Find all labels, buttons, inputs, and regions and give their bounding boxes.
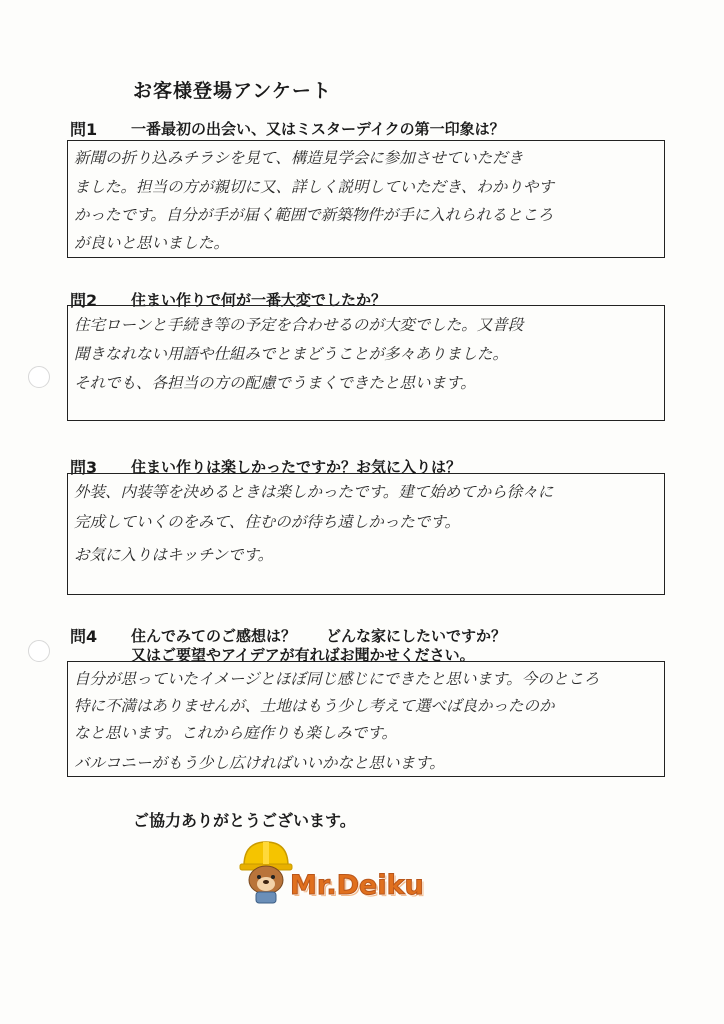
answer-4-line-3: なと思います。これから庭作りも楽しみです。 [74,724,398,742]
question-1-text: 一番最初の出会い、又はミスターデイクの第一印象は？ [131,120,505,138]
answer-box-1 [67,140,665,258]
answer-4-line-4: バルコニーがもう少し広ければいいかなと思います。 [74,754,445,772]
question-2-number: 問2 [70,291,98,310]
question-4-text: 住んでみてのご感想は？ どんな家にしたいですか？ [131,627,507,645]
question-2-text: 住まい作りで何が一番大変でしたか？ [131,291,387,309]
punch-hole-top [28,366,50,388]
question-4-text-2: 又はご要望やアイデアが有ればお聞かせください。 [131,646,475,664]
punch-hole-bottom [28,640,50,662]
answer-4-line-1: 自分が思っていたイメージとほぼ同じ感じにできたと思います。今のところ [74,670,600,688]
answer-3-line-2: 完成していくのをみて、住むのが待ち遠しかったです。 [74,513,460,531]
answer-1-line-3: かったです。自分が手が届く範囲で新築物件が手に入れられるところ [74,206,554,224]
answer-3-line-1: 外装、内装等を決めるときは楽しかったです。建て始めてから徐々に [74,483,554,501]
answer-1-line-4: が良いと思いました。 [74,234,230,252]
answer-box-3 [67,473,665,595]
answer-2-line-1: 住宅ローンと手続き等の予定を合わせるのが大変でした。又普段 [74,316,524,334]
answer-box-2 [67,305,665,421]
answer-2-line-3: それでも、各担当の方の配慮でうまくできたと思います。 [74,374,476,392]
answer-4-line-2: 特に不満はありませんが、土地はもう少し考えて選べば良かったのか [74,697,555,715]
thanks-message: ご協力ありがとうございます。 [133,811,356,830]
question-3-text: 住まい作りは楽しかったですか？お気に入りは？ [131,458,462,476]
answer-1-line-2: ました。担当の方が親切に又、詳しく説明していただき、わかりやす [74,178,554,196]
company-logo: Mr.Deiku [290,870,424,901]
answer-3-line-3: お気に入りはキッチンです。 [74,546,274,564]
question-4-number: 問4 [70,627,98,646]
question-1-number: 問1 [70,120,98,139]
answer-1-line-1: 新聞の折り込みチラシを見て、構造見学会に参加させていただき [74,149,524,167]
answer-2-line-2: 聞きなれない用語や仕組みでとまどうことが多々ありました。 [74,345,509,363]
question-3-number: 問3 [70,458,98,477]
survey-title: お客様登場アンケート [133,80,332,102]
answer-box-4 [67,661,665,777]
mascot-icon [236,836,296,906]
